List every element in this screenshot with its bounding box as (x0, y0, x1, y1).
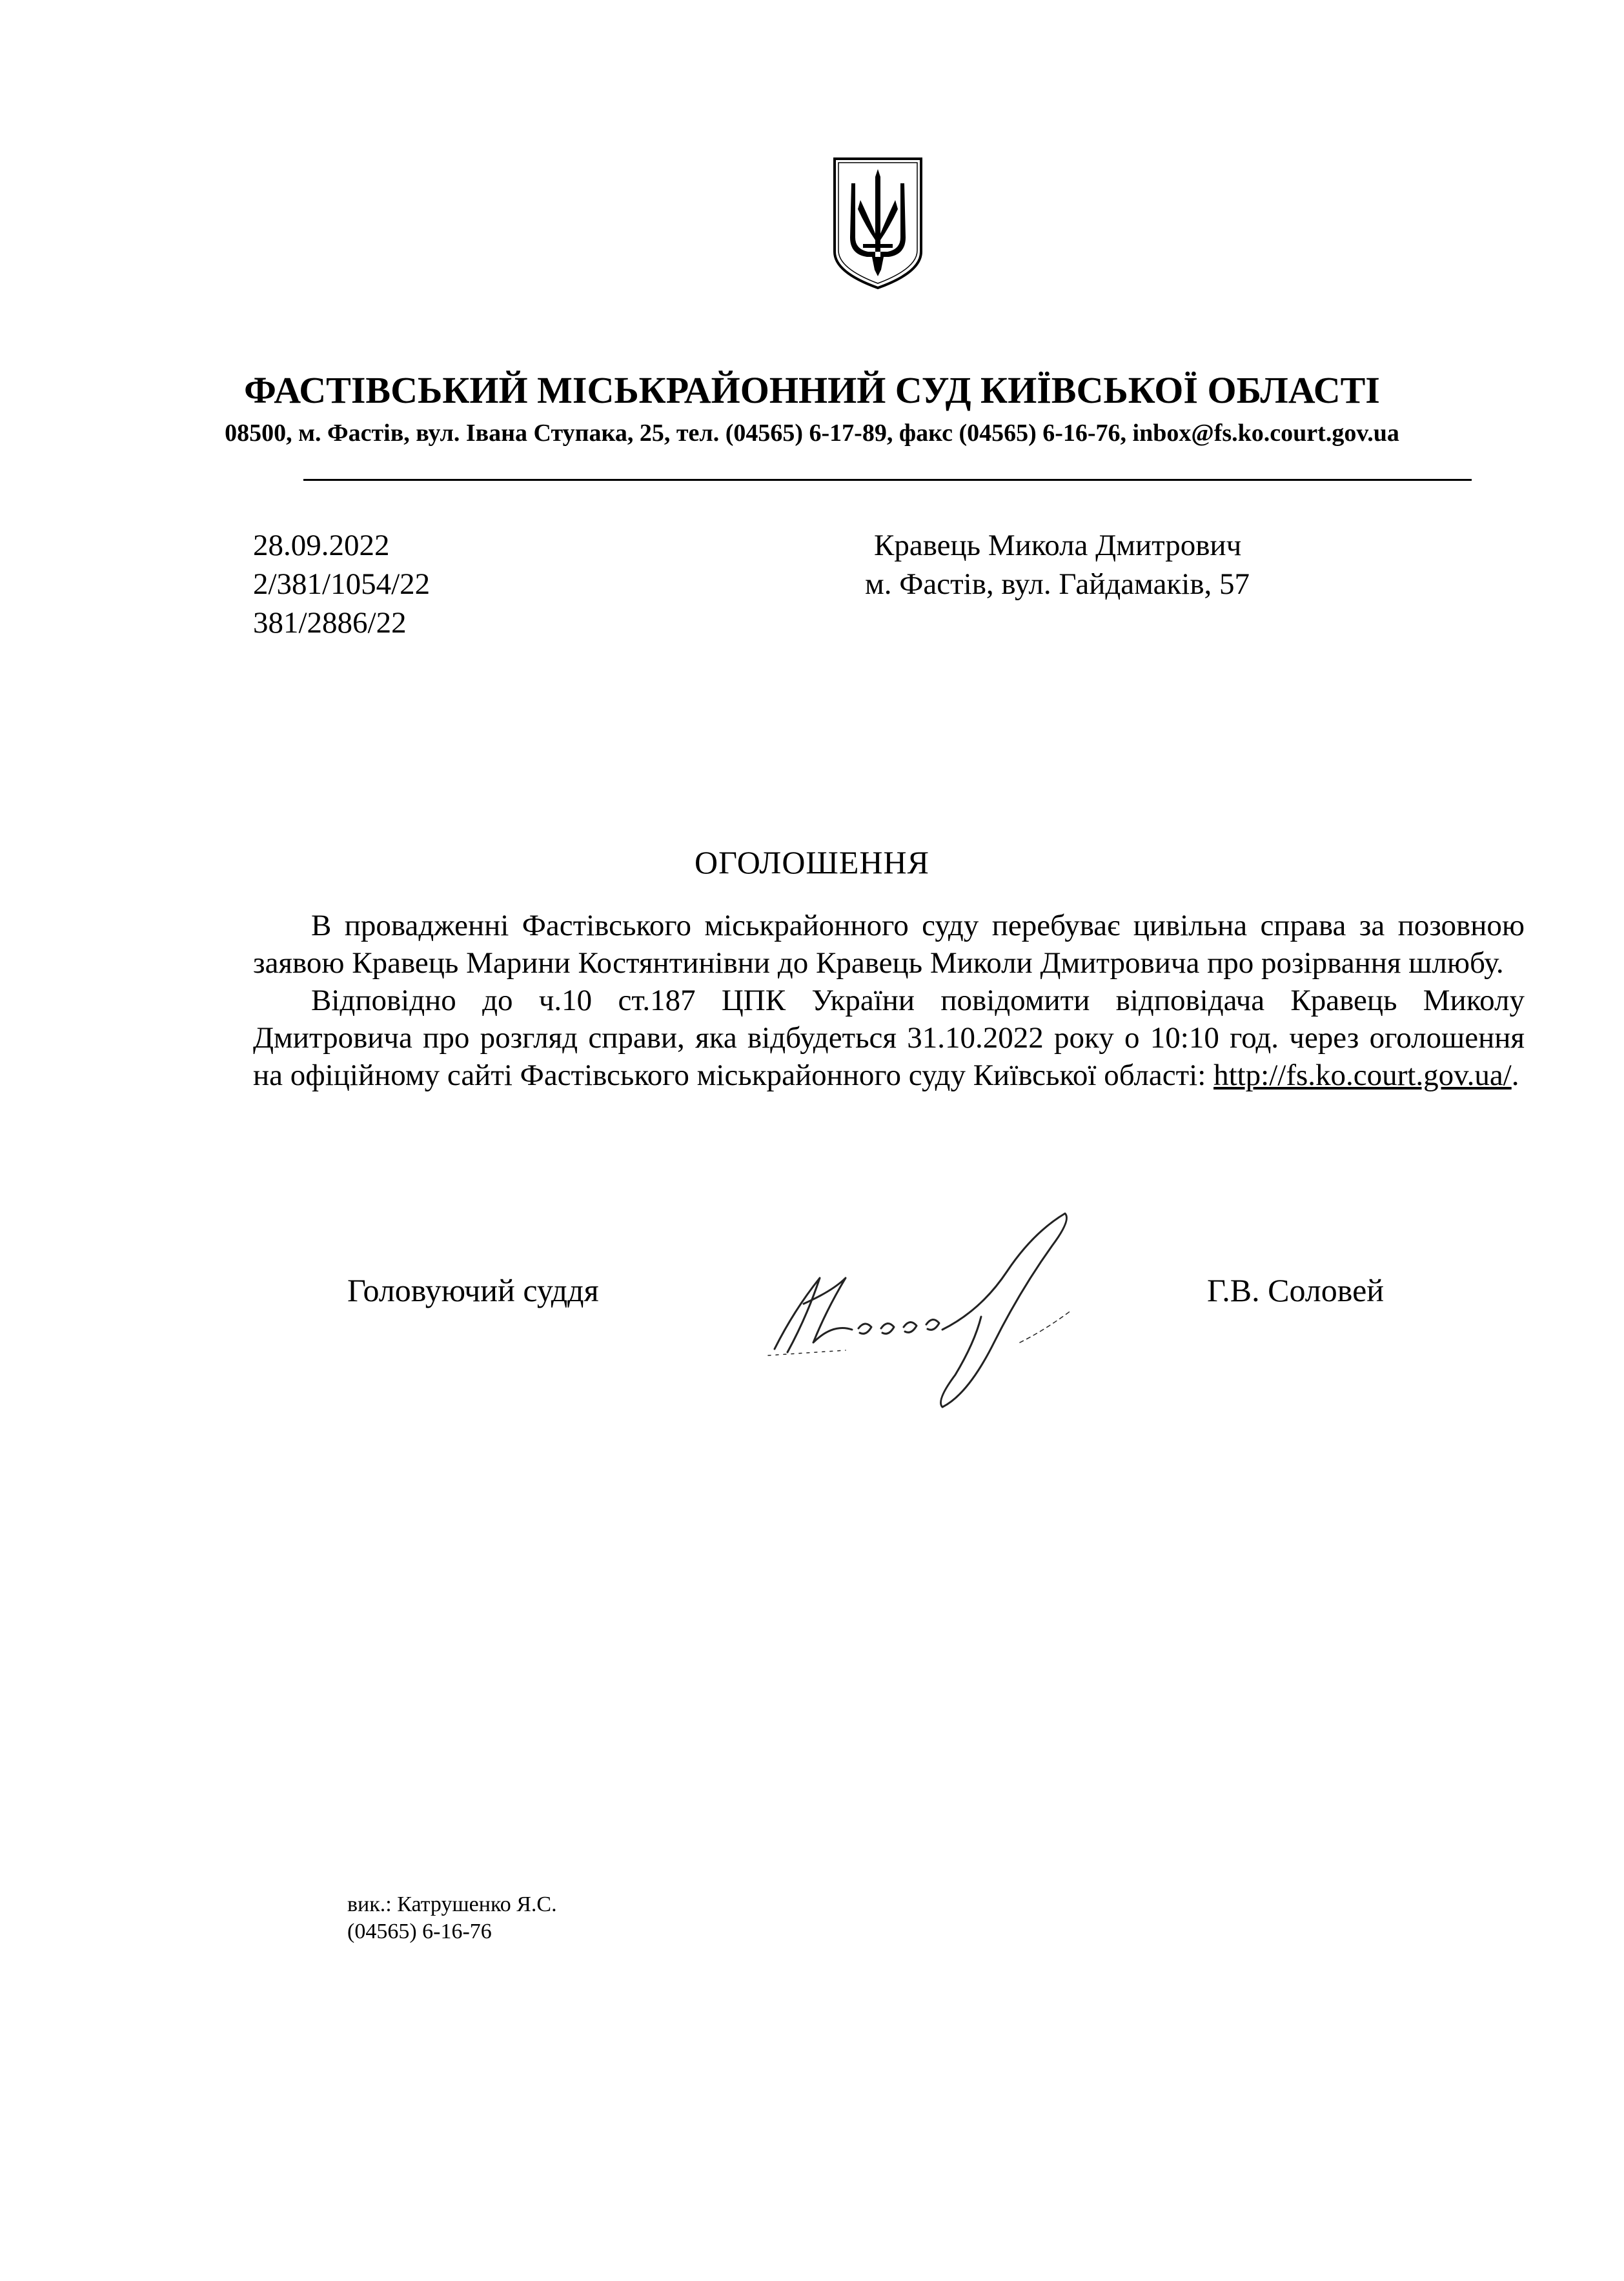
executor-name: вик.: Катрушенко Я.С. (347, 1892, 557, 1916)
body-paragraph-1: В провадженні Фастівського міськрайонного суду перебуває цивільна справа за позовною заявою Кравець Марини Костянтинівни до Кравець Миколи Дмитровича про розірвання шлюбу. (253, 909, 1525, 980)
case-number: 381/2886/22 (253, 606, 407, 640)
handwritten-signature-icon (749, 1201, 1110, 1433)
court-website-link[interactable]: http://fs.ko.court.gov.ua/ (1213, 1059, 1512, 1092)
court-name: ФАСТІВСЬКИЙ МІСЬКРАЙОННИЙ СУД КИЇВСЬКОЇ ОБЛАСТІ (244, 369, 1380, 411)
recipient-block (865, 526, 1250, 603)
executor-block (347, 1891, 557, 1945)
body-paragraph-2 (253, 982, 1525, 1094)
document-title: ОГОЛОШЕННЯ (695, 844, 929, 880)
signer-name: Г.В. Соловей (1207, 1272, 1385, 1308)
court-address: 08500, м. Фастів, вул. Івана Ступака, 25, тел. (04565) 6-17-89, факс (04565) 6-16-76, inbox@fs.ko.court.gov.ua (225, 420, 1399, 447)
body-paragraph-2-text: Відповідно до ч.10 ст.187 ЦПК України повідомити відповідача Кравець Миколу Дмитровича про розгляд справи, яка відбудеться 31.10.2022 року о 10:10 год. через оголошення на офіційному сайті Фастівського міськрайонного суду Київської області: (253, 984, 1525, 1092)
trident-coat-of-arms-icon (829, 155, 926, 290)
reference-block (253, 526, 430, 642)
recipient-address: м. Фастів, вул. Гайдамаків, 57 (865, 567, 1250, 601)
executor-phone: (04565) 6-16-76 (347, 1920, 492, 1943)
document-date: 28.09.2022 (253, 529, 390, 562)
signer-role: Головуючий суддя (347, 1272, 599, 1308)
recipient-name: Кравець Микола Дмитрович (874, 529, 1242, 562)
url-suffix: . (1511, 1059, 1519, 1092)
document-body (253, 907, 1525, 1094)
header-divider (303, 479, 1472, 481)
outgoing-number: 2/381/1054/22 (253, 567, 431, 601)
